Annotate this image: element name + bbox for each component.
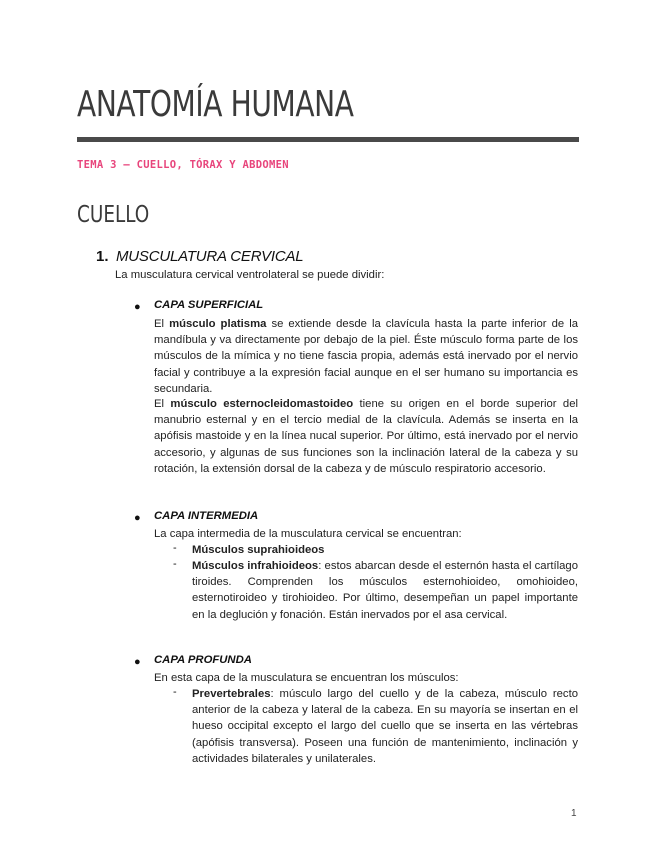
dash-icon: -	[173, 542, 177, 554]
list-item-suprahioideos	[192, 542, 578, 558]
dash-icon: -	[173, 558, 177, 570]
capa-intermedia-title: CAPA INTERMEDIA	[154, 510, 259, 522]
text-run: El	[154, 398, 171, 410]
list-item-infrahioideos	[192, 558, 578, 623]
term-infrahioideos: Músculos infrahioideos	[192, 560, 319, 572]
capa-profunda-intro: En esta capa de la musculatura se encuentran los músculos:	[154, 672, 459, 684]
heading-musculatura-cervical	[96, 248, 303, 265]
term-platisma: músculo platisma	[169, 318, 267, 330]
esternocleidomastoideo-paragraph	[154, 396, 578, 477]
intro-paragraph: La musculatura cervical ventrolateral se puede dividir:	[115, 269, 385, 281]
text-run: : estos abarcan desde el esternón hasta el cartílago tiroides. Comprenden los músculos esternohioideo, omohioideo, esternotiroideo y tirohioideo. Por último, desempeñan un papel importante en la deglución y fonación. Están inervados por el asa cervical.	[192, 560, 578, 621]
dash-icon: -	[173, 686, 177, 698]
text-run: El	[154, 318, 170, 330]
capa-superficial-title: CAPA SUPERFICIAL	[154, 299, 264, 311]
text-run: se extiende desde la clavícula hasta la parte inferior de la mandíbula y va directamente por debajo de la piel. Éste músculo forma parte de los músculos de la mímica y no tiene fascia propia, además está inervado por el nervio facial y contribuye a la expresión facial aunque en el ser humano su importancia es secundaria.	[154, 318, 578, 395]
heading-number: 1.	[96, 248, 109, 265]
title-underline	[77, 137, 579, 142]
bullet-icon: ●	[134, 656, 141, 668]
term-esternocleidomastoideo: músculo esternocleidomastoideo	[170, 398, 354, 410]
text-run: tiene su origen en el borde superior del manubrio esternal y en el tercio medial de la clavícula. Además se inserta en la apófisis mastoide y en la línea nucal superior. Por último, está inervado por el nervio accesorio, y algunas de sus funciones son la inclinación lateral de la cabeza y su rotación, la extensión dorsal de la cabeza y de músculo respiratorio accesorio.	[154, 398, 578, 475]
term-suprahioideos: Músculos suprahioideos	[192, 544, 325, 556]
heading-text: MUSCULATURA CERVICAL	[116, 248, 304, 265]
platisma-paragraph	[154, 316, 578, 397]
page-number: 1	[571, 808, 577, 819]
term-prevertebrales: Prevertebrales	[192, 688, 271, 700]
text-run: : músculo largo del cuello y de la cabeza, músculo recto anterior de la cabeza y lateral de la cabeza. En su mayoría se insertan en el hueso occipital excepto el largo del cuello que se inserta en las vértebras (apófisis transversa). Poseen una función de mantenimiento, inclinación y actividades bilaterales y unilaterales.	[192, 688, 578, 765]
section-title: CUELLO	[77, 202, 150, 228]
capa-profunda-title: CAPA PROFUNDA	[154, 654, 252, 666]
bullet-icon: ●	[134, 301, 141, 313]
document-title: ANATOMÍA HUMANA	[77, 84, 354, 125]
topic-subtitle: TEMA 3 – CUELLO, TÓRAX Y ABDOMEN	[77, 159, 289, 171]
bullet-icon: ●	[134, 512, 141, 524]
list-item-prevertebrales	[192, 686, 578, 767]
capa-intermedia-intro: La capa intermedia de la musculatura cervical se encuentran:	[154, 528, 462, 540]
